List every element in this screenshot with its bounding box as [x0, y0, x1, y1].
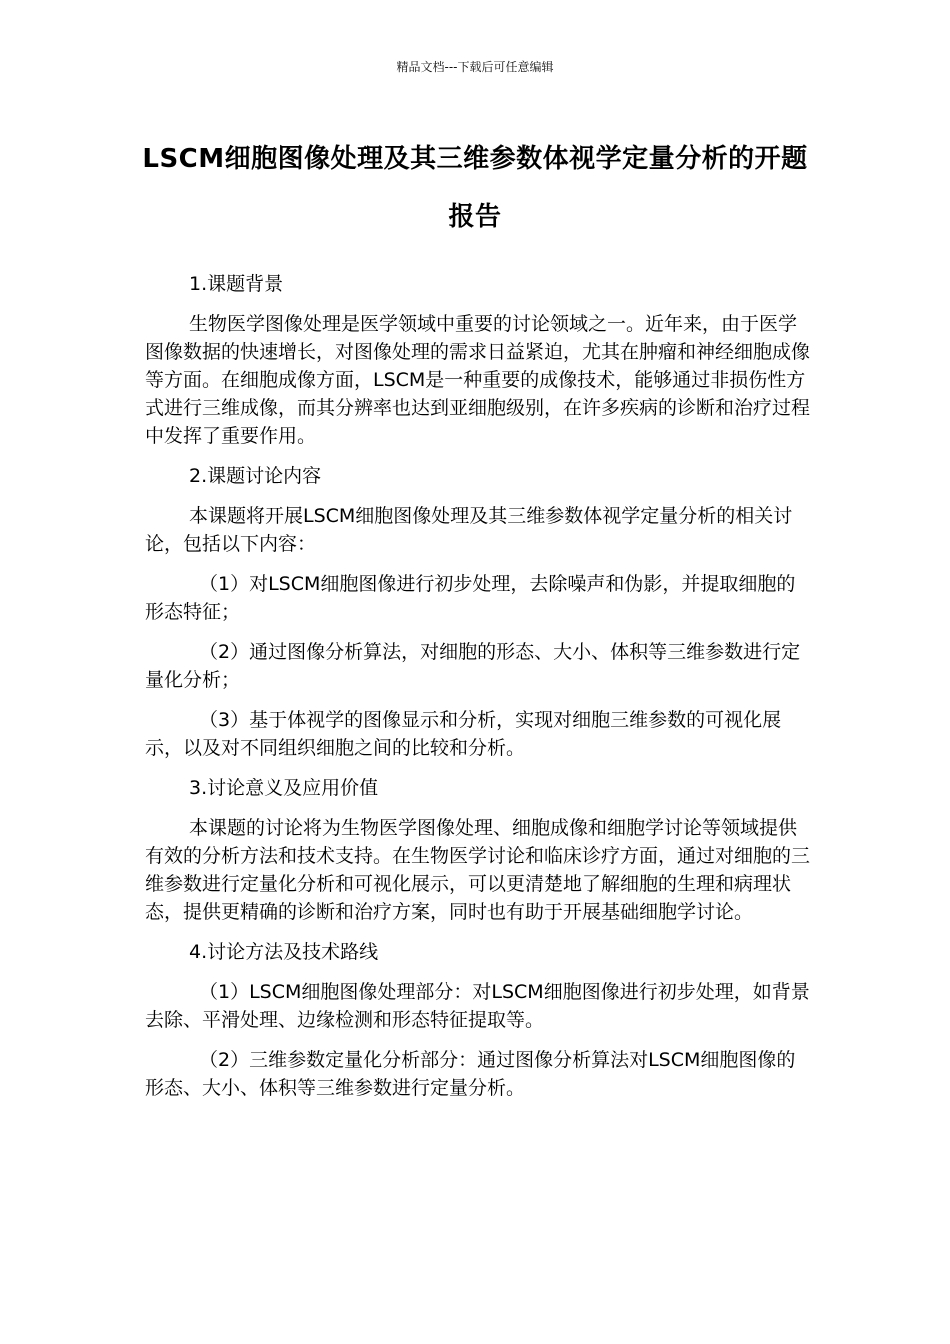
document-title: LSCM细胞图像处理及其三维参数体视学定量分析的开题报告	[142, 144, 808, 232]
paragraph-background: 生物医学图像处理是医学领域中重要的讨论领域之一。近年来，由于医学图像数据的快速增长，对图像处理的需求日益紧迫，尤其在肿瘤和神经细胞成像等方面。在细胞成像方面，LSCM是一种重要的成像技术，能够通过非损伤性方式进行三维成像，而其分辨率也达到亚细胞级别，在许多疾病的诊断和治疗过程中发挥了重要作用。	[145, 313, 811, 447]
list-item-methods-1: （1）LSCM细胞图像处理部分：对LSCM细胞图像进行初步处理，如背景去除、平滑处理、边缘检测和形态特征提取等。	[145, 981, 810, 1031]
paragraph-significance: 本课题的讨论将为生物医学图像处理、细胞成像和细胞学讨论等领域提供有效的分析方法和技术支持。在生物医学讨论和临床诊疗方面，通过对细胞的三维参数进行定量化分析和可视化展示，可以更清楚地了解细胞的生理和病理状态，提供更精确的诊断和治疗方案，同时也有助于开展基础细胞学讨论。	[145, 817, 811, 923]
section-heading-methods: 4.讨论方法及技术路线	[189, 941, 379, 963]
list-item-content-3: （3）基于体视学的图像显示和分析，实现对细胞三维参数的可视化展示，以及对不同组织细胞之间的比较和分析。	[145, 709, 782, 759]
paragraph-content-intro: 本课题将开展LSCM细胞图像处理及其三维参数体视学定量分析的相关讨论，包括以下内容：	[145, 505, 793, 555]
list-item-content-1: （1）对LSCM细胞图像进行初步处理，去除噪声和伪影，并提取细胞的形态特征；	[145, 573, 796, 623]
section-heading-significance: 3.讨论意义及应用价值	[189, 777, 379, 799]
list-item-content-2: （2）通过图像分析算法，对细胞的形态、大小、体积等三维参数进行定量化分析；	[145, 641, 801, 691]
section-heading-background: 1.课题背景	[189, 273, 284, 295]
page-header-note: 精品文档---下载后可任意编辑	[396, 60, 554, 74]
document-body	[145, 270, 810, 1114]
section-heading-content: 2.课题讨论内容	[189, 465, 322, 487]
list-item-methods-2: （2）三维参数定量化分析部分：通过图像分析算法对LSCM细胞图像的形态、大小、体积等三维参数进行定量分析。	[145, 1049, 796, 1099]
